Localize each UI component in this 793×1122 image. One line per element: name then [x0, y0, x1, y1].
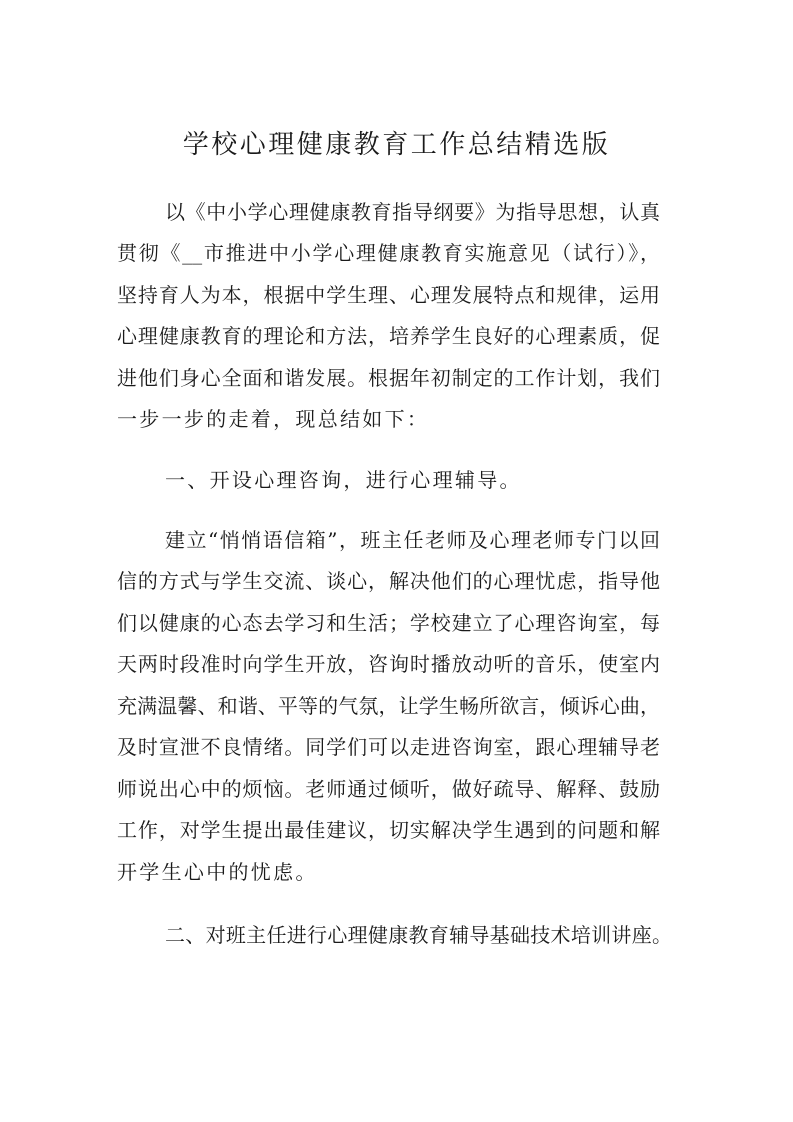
- text-line: 进他们身心全面和谐发展。根据年初制定的工作计划，我们: [117, 366, 660, 390]
- section-heading-1: 一、开设心理咨询，进行心理辅导。: [165, 468, 522, 492]
- section-heading-2: 二、对班主任进行心理健康教育辅导基础技术培训讲座。: [165, 923, 672, 947]
- text-line: 信的方式与学生交流、谈心，解决他们的心理忧虑，指导他: [117, 569, 660, 593]
- text-line: 心理健康教育的理论和方法，培养学生良好的心理素质，促: [117, 324, 660, 348]
- text-line: 们以健康的心态去学习和生活；学校建立了心理咨询室，每: [117, 611, 660, 635]
- text-line: 开学生心中的忧虑。: [117, 860, 318, 884]
- text-line: 师说出心中的烦恼。老师通过倾听，做好疏导、解释、鼓励: [117, 777, 660, 801]
- text-line: 及时宣泄不良情绪。同学们可以走进咨询室，跟心理辅导老: [117, 735, 660, 759]
- text-line: 充满温馨、和谐、平等的气氛，让学生畅所欲言，倾诉心曲，: [117, 694, 660, 718]
- text-line: 以《中小学心理健康教育指导纲要》为指导思想，认真: [165, 200, 660, 224]
- text-line: 贯彻《__市推进中小学心理健康教育实施意见（试行）》，: [117, 241, 660, 265]
- text-line: 坚持育人为本，根据中学生理、心理发展特点和规律，运用: [117, 283, 660, 307]
- text-line: 工作，对学生提出最佳建议，切实解决学生遇到的问题和解: [117, 818, 660, 842]
- text-line: 建立“悄悄语信箱”，班主任老师及心理老师专门以回: [165, 528, 660, 552]
- text-line: 一步一步的走着，现总结如下：: [117, 407, 430, 431]
- text-line: 天两时段准时向学生开放，咨询时播放动听的音乐，使室内: [117, 652, 660, 676]
- document-title: 学校心理健康教育工作总结精选版: [182, 130, 611, 160]
